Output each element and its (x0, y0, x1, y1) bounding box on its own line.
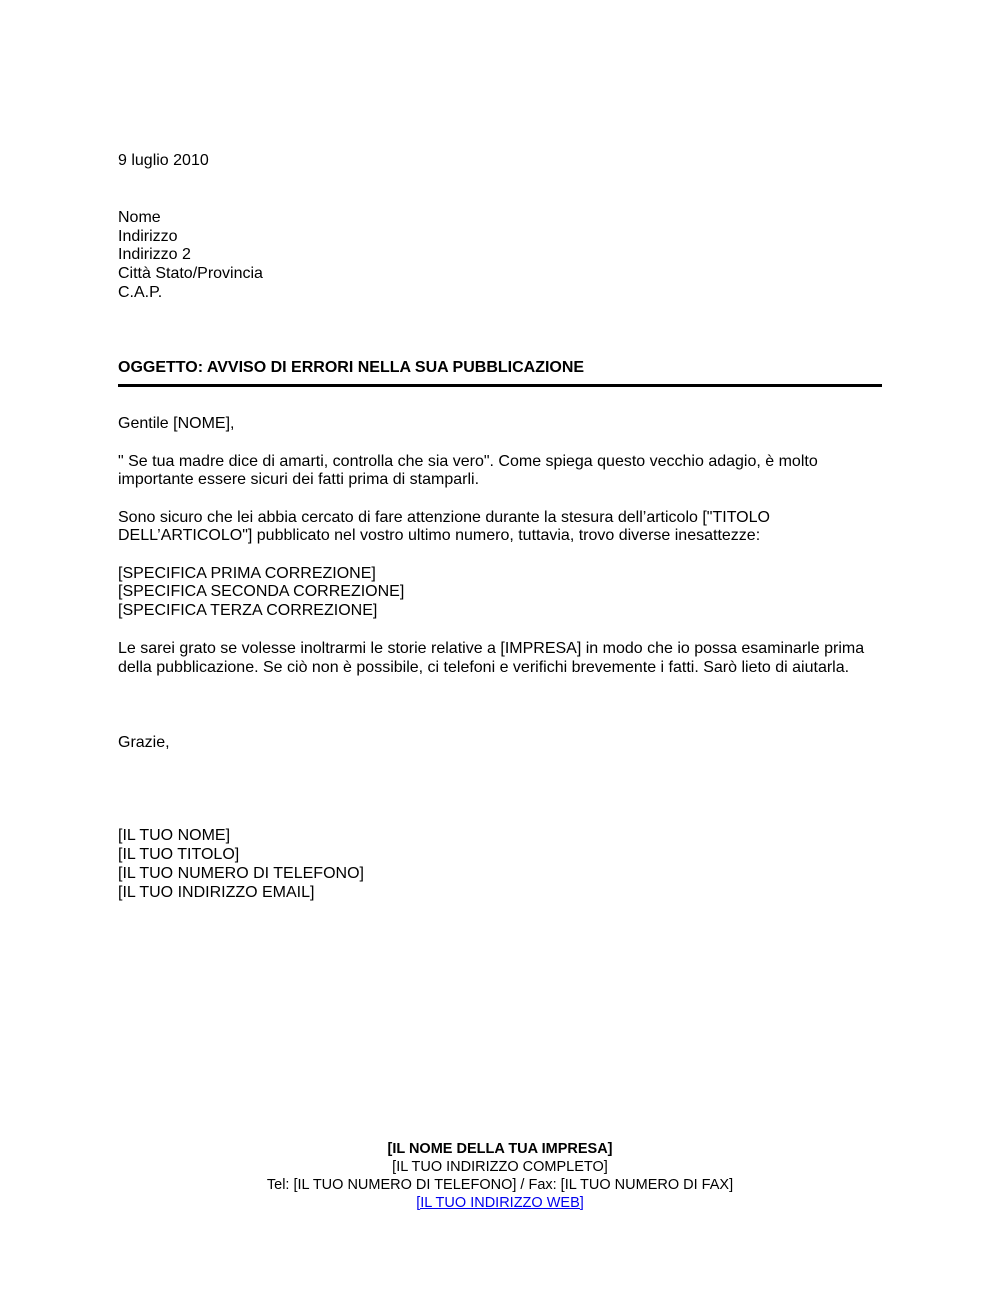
signature-email: [IL TUO INDIRIZZO EMAIL] (118, 884, 315, 901)
paragraph-1-line-2: importante essere sicuri dei fatti prima di stamparli. (118, 471, 480, 488)
paragraph-2-line-2: DELL’ARTICOLO"] pubblicato nel vostro ultimo numero, tuttavia, trovo diverse inesattezze: (118, 527, 761, 544)
correction-item-1: [SPECIFICA PRIMA CORREZIONE] (118, 565, 376, 582)
recipient-city-state: Città Stato/Provincia (118, 265, 263, 282)
recipient-name: Nome (118, 209, 161, 226)
letter-footer (0, 1140, 1000, 1212)
letter-subject: OGGETTO: AVVISO DI ERRORI NELLA SUA PUBBLICAZIONE (118, 359, 585, 376)
recipient-address-2: Indirizzo 2 (118, 246, 191, 263)
paragraph-3-line-1: Le sarei grato se volesse inoltrarmi le storie relative a [IMPRESA] in modo che io possa esaminarle prima (118, 640, 865, 657)
correction-item-2: [SPECIFICA SECONDA CORREZIONE] (118, 583, 405, 600)
paragraph-1-line-1: " Se tua madre dice di amarti, controlla che sia vero". Come spiega questo vecchio adagio, è molto (118, 453, 818, 470)
paragraph-3-line-2: della pubblicazione. Se ciò non è possibile, ci telefoni e verifichi brevemente i fatti. Sarò lieto di aiutarla. (118, 659, 850, 676)
correction-item-3: [SPECIFICA TERZA CORREZIONE] (118, 602, 378, 619)
signature-phone: [IL TUO NUMERO DI TELEFONO] (118, 865, 364, 882)
recipient-postal-code: C.A.P. (118, 284, 163, 301)
footer-address: [IL TUO INDIRIZZO COMPLETO] (392, 1159, 608, 1175)
footer-contacts: Tel: [IL TUO NUMERO DI TELEFONO] / Fax: [IL TUO NUMERO DI FAX] (266, 1177, 734, 1193)
letter-date: 9 luglio 2010 (118, 152, 209, 169)
paragraph-2-line-1: Sono sicuro che lei abbia cercato di fare attenzione durante la stesura dell’articolo ["TITOLO (118, 509, 770, 526)
letter-closing: Grazie, (118, 734, 170, 751)
letter-salutation: Gentile [NOME], (118, 415, 235, 432)
subject-divider (118, 384, 882, 387)
recipient-address: Indirizzo (118, 228, 178, 245)
footer-company-name: [IL NOME DELLA TUA IMPRESA] (387, 1141, 613, 1157)
signature-title: [IL TUO TITOLO] (118, 846, 240, 863)
signature-name: [IL TUO NOME] (118, 827, 231, 844)
footer-web-link[interactable]: [IL TUO INDIRIZZO WEB] (416, 1195, 584, 1211)
